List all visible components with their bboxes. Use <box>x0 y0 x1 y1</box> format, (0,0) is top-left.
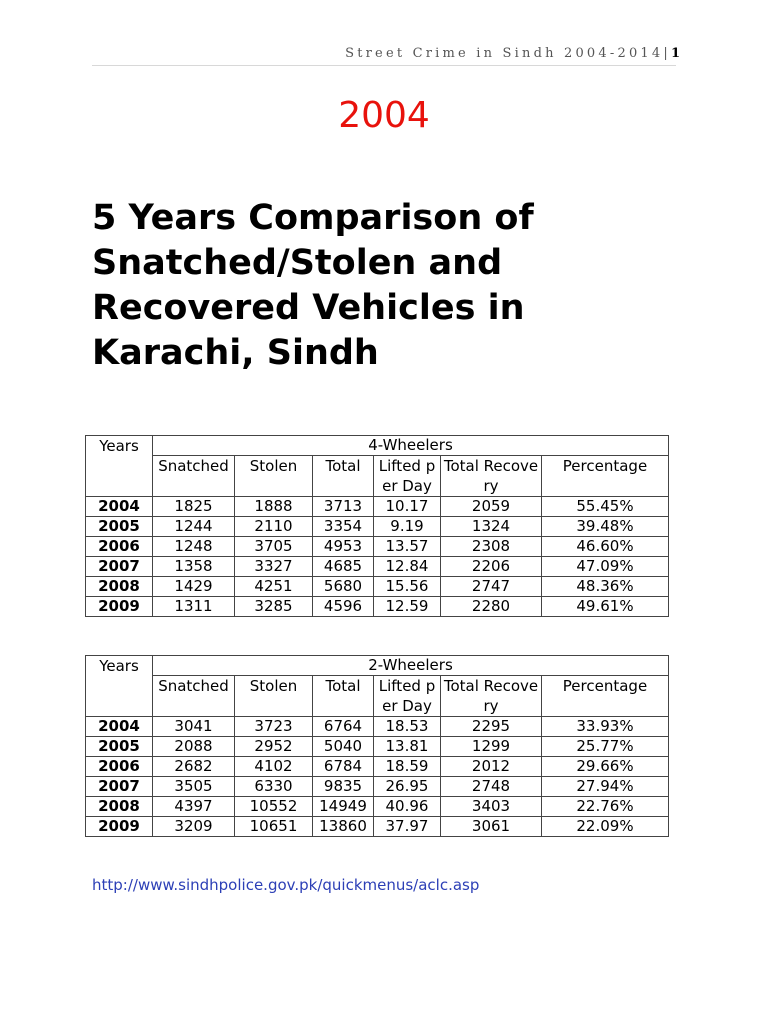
table-cell: 2682 <box>153 757 235 777</box>
table-cell: 1311 <box>153 597 235 617</box>
table-cell: 1324 <box>441 517 542 537</box>
column-header-stolen: Stolen <box>235 456 313 497</box>
column-header-percentage: Percentage <box>542 456 669 497</box>
table-cell: 3354 <box>313 517 374 537</box>
column-header-total-recovery: Total Recovery <box>441 456 542 497</box>
table-row <box>86 557 669 577</box>
header-separator: | <box>663 46 671 61</box>
column-header-total: Total <box>313 676 374 717</box>
table-cell: 4685 <box>313 557 374 577</box>
table-cell: 47.09% <box>542 557 669 577</box>
table-cell: 26.95 <box>374 777 441 797</box>
table-row <box>86 817 669 837</box>
table-cell: 4102 <box>235 757 313 777</box>
row-year-cell: 2009 <box>86 597 153 617</box>
row-year-cell: 2005 <box>86 517 153 537</box>
table-cell: 5040 <box>313 737 374 757</box>
column-header-years: Years <box>86 436 153 497</box>
row-year-cell: 2006 <box>86 537 153 557</box>
column-header-percentage: Percentage <box>542 676 669 717</box>
table-row <box>86 797 669 817</box>
table-cell: 2280 <box>441 597 542 617</box>
table-cell: 4397 <box>153 797 235 817</box>
running-header <box>345 46 680 61</box>
table-cell: 40.96 <box>374 797 441 817</box>
table-cell: 39.48% <box>542 517 669 537</box>
column-header-snatched: Snatched <box>153 676 235 717</box>
table-cell: 1825 <box>153 497 235 517</box>
table-cell: 2748 <box>441 777 542 797</box>
row-year-cell: 2004 <box>86 717 153 737</box>
table-cell: 4596 <box>313 597 374 617</box>
table-cell: 49.61% <box>542 597 669 617</box>
table-cell: 25.77% <box>542 737 669 757</box>
table-cell: 46.60% <box>542 537 669 557</box>
table-row <box>86 737 669 757</box>
table-cell: 13.81 <box>374 737 441 757</box>
table-cell: 3723 <box>235 717 313 737</box>
table-cell: 3285 <box>235 597 313 617</box>
table-cell: 2206 <box>441 557 542 577</box>
table-row <box>86 577 669 597</box>
column-header-total: Total <box>313 456 374 497</box>
column-header-stolen: Stolen <box>235 676 313 717</box>
table-cell: 13860 <box>313 817 374 837</box>
table-cell: 3713 <box>313 497 374 517</box>
table-cell: 12.59 <box>374 597 441 617</box>
table-cell: 13.57 <box>374 537 441 557</box>
table-cell: 3705 <box>235 537 313 557</box>
table-row <box>86 537 669 557</box>
table-cell: 2952 <box>235 737 313 757</box>
table-cell: 6330 <box>235 777 313 797</box>
table-cell: 10552 <box>235 797 313 817</box>
table-cell: 10.17 <box>374 497 441 517</box>
table-cell: 6784 <box>313 757 374 777</box>
row-year-cell: 2007 <box>86 557 153 577</box>
table-cell: 12.84 <box>374 557 441 577</box>
row-year-cell: 2005 <box>86 737 153 757</box>
table-cell: 18.53 <box>374 717 441 737</box>
table-cell: 4953 <box>313 537 374 557</box>
page-title: 5 Years Comparison of Snatched/Stolen and Recovered Vehicles in Karachi, Sindh <box>92 198 534 373</box>
table-cell: 5680 <box>313 577 374 597</box>
source-link[interactable]: http://www.sindhpolice.gov.pk/quickmenus/aclc.asp <box>92 876 480 894</box>
table-cell: 1429 <box>153 577 235 597</box>
table-cell: 29.66% <box>542 757 669 777</box>
running-title: Street Crime in Sindh 2004-2014 <box>345 46 664 61</box>
table-cell: 9835 <box>313 777 374 797</box>
table-cell: 10651 <box>235 817 313 837</box>
table-cell: 48.36% <box>542 577 669 597</box>
table-cell: 3505 <box>153 777 235 797</box>
table-cell: 1888 <box>235 497 313 517</box>
table-cell: 3041 <box>153 717 235 737</box>
table-cell: 4251 <box>235 577 313 597</box>
header-divider <box>92 65 676 66</box>
table-cell: 6764 <box>313 717 374 737</box>
table-row <box>86 757 669 777</box>
column-header-snatched: Snatched <box>153 456 235 497</box>
table-cell: 2308 <box>441 537 542 557</box>
table-cell: 2295 <box>441 717 542 737</box>
table-body <box>86 717 669 837</box>
table-row <box>86 517 669 537</box>
year-heading: 2004 <box>338 95 430 136</box>
table-cell: 9.19 <box>374 517 441 537</box>
group-header: 4-Wheelers <box>153 436 669 456</box>
table-cell: 33.93% <box>542 717 669 737</box>
table-cell: 3327 <box>235 557 313 577</box>
two-wheelers-table <box>85 655 669 837</box>
row-year-cell: 2008 <box>86 797 153 817</box>
table-cell: 2110 <box>235 517 313 537</box>
table-cell: 3403 <box>441 797 542 817</box>
table-cell: 1299 <box>441 737 542 757</box>
table-cell: 14949 <box>313 797 374 817</box>
table-body <box>86 497 669 617</box>
column-header-years: Years <box>86 656 153 717</box>
table-cell: 1244 <box>153 517 235 537</box>
four-wheelers-table <box>85 435 669 617</box>
column-header-lifted-per-day: Lifted per Day <box>374 676 441 717</box>
table-cell: 2012 <box>441 757 542 777</box>
column-header-lifted-per-day: Lifted per Day <box>374 456 441 497</box>
table-cell: 1248 <box>153 537 235 557</box>
table-cell: 15.56 <box>374 577 441 597</box>
table-cell: 37.97 <box>374 817 441 837</box>
table-cell: 27.94% <box>542 777 669 797</box>
table-cell: 22.76% <box>542 797 669 817</box>
table-cell: 3061 <box>441 817 542 837</box>
table-cell: 18.59 <box>374 757 441 777</box>
table-cell: 1358 <box>153 557 235 577</box>
row-year-cell: 2008 <box>86 577 153 597</box>
table-cell: 3209 <box>153 817 235 837</box>
table-row <box>86 777 669 797</box>
page-number: 1 <box>670 46 680 61</box>
table-row <box>86 597 669 617</box>
row-year-cell: 2009 <box>86 817 153 837</box>
group-header: 2-Wheelers <box>153 656 669 676</box>
table-cell: 22.09% <box>542 817 669 837</box>
table-cell: 2088 <box>153 737 235 757</box>
table-cell: 2747 <box>441 577 542 597</box>
row-year-cell: 2006 <box>86 757 153 777</box>
table-cell: 2059 <box>441 497 542 517</box>
table-row <box>86 497 669 517</box>
table-row <box>86 717 669 737</box>
table-cell: 55.45% <box>542 497 669 517</box>
column-header-total-recovery: Total Recovery <box>441 676 542 717</box>
row-year-cell: 2007 <box>86 777 153 797</box>
row-year-cell: 2004 <box>86 497 153 517</box>
